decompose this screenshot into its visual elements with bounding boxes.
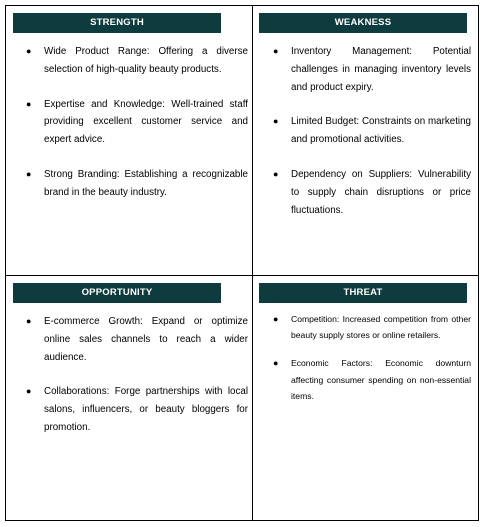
list-item-text: Limited Budget: Constraints on marketing and promotional activities. (291, 116, 471, 146)
list-item (273, 355, 471, 404)
bullet-icon: ● (273, 168, 279, 179)
list-item (273, 166, 471, 219)
strength-header: STRENGTH (13, 13, 221, 33)
weakness-list (273, 43, 471, 236)
list-item-text: Expertise and Knowledge: Well-trained staff providing excellent customer service and expert advice. (44, 98, 248, 146)
bullet-icon: ● (26, 46, 32, 56)
opportunity-header: OPPORTUNITY (13, 283, 221, 303)
list-item (26, 96, 248, 149)
strength-list (26, 43, 248, 219)
threat-header: THREAT (259, 283, 467, 303)
strength-quadrant (6, 6, 253, 276)
list-item (26, 383, 248, 436)
list-item-text: Inventory Management: Potential challenges in managing inventory levels and product expiry. (291, 46, 471, 93)
swot-grid (5, 5, 479, 521)
list-item-text: Strong Branding: Establishing a recognizable brand in the beauty industry. (44, 168, 248, 198)
list-item-text: E-commerce Growth: Expand or optimize online sales channels to reach a wider audience. (44, 316, 248, 363)
list-item (273, 43, 471, 96)
threat-list (273, 311, 471, 416)
list-item (26, 43, 248, 79)
bullet-icon: ● (273, 116, 279, 127)
list-item (26, 166, 248, 202)
bullet-icon: ● (273, 358, 279, 369)
weakness-quadrant (253, 6, 478, 276)
opportunity-list (26, 313, 248, 454)
list-item-text: Competition: Increased competition from other beauty supply stores or online retailers. (291, 314, 471, 341)
threat-quadrant (253, 276, 478, 520)
list-item (273, 113, 471, 149)
bullet-icon: ● (26, 98, 32, 109)
opportunity-quadrant (6, 276, 253, 520)
list-item (26, 313, 248, 366)
list-item-text: Wide Product Range: Offering a diverse selection of high-quality beauty products. (44, 46, 248, 75)
list-item-text: Collaborations: Forge partnerships with local salons, influencers, or beauty bloggers for promotion. (44, 386, 248, 433)
bullet-icon: ● (26, 386, 32, 397)
list-item-text: Dependency on Suppliers: Vulnerability to supply chain disruptions or price fluctuations. (291, 168, 471, 216)
list-item-text: Economic Factors: Economic downturn affecting consumer spending on non-essential items. (291, 358, 471, 401)
weakness-header: WEAKNESS (259, 13, 467, 33)
bullet-icon: ● (26, 168, 32, 179)
bullet-icon: ● (273, 46, 279, 56)
list-item (273, 311, 471, 343)
bullet-icon: ● (26, 316, 32, 326)
bullet-icon: ● (273, 314, 279, 324)
